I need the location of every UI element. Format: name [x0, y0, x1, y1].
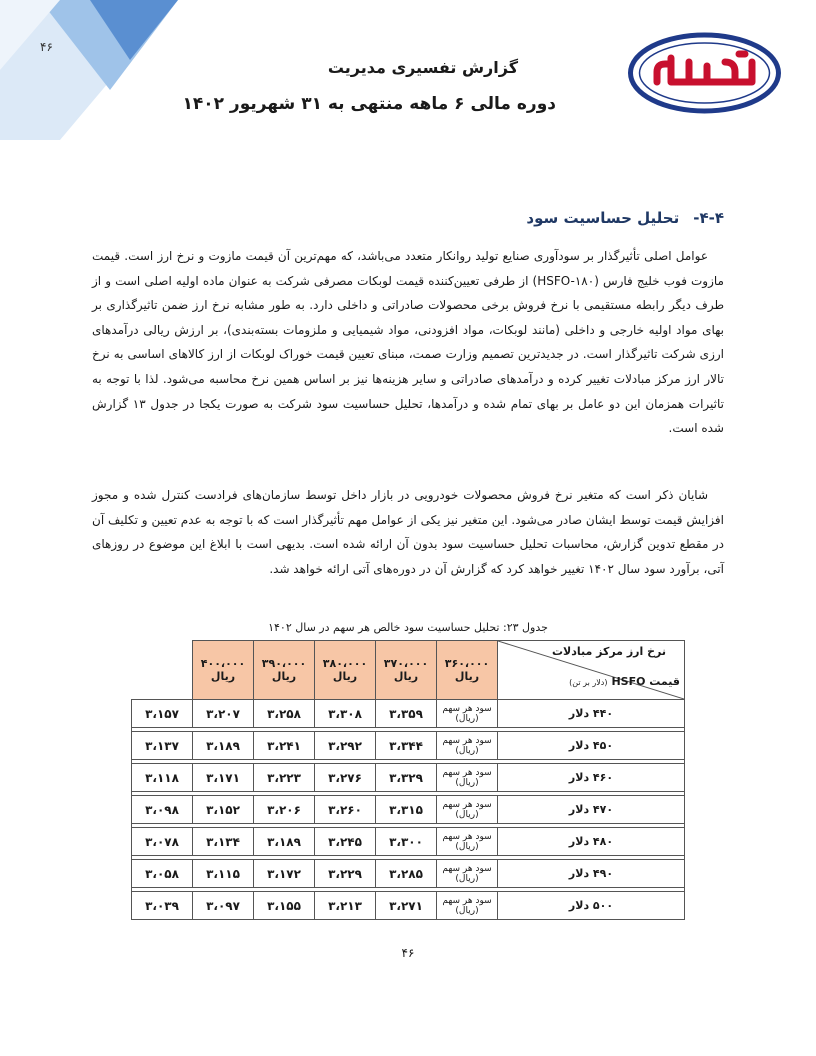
paragraph-2: شایان ذکر است که متغیر نرخ فروش محصولات خودرویی در بازار داخل توسط سازمان‌های فرادست کنترل شده و مجوز افزایش قیمت توسط ایشان صادر می‌شود. این متغیر نیز یکی از عوامل مهم تأثیرگذار است که با توجه به عدم تعیین و تکلیف آن در مقطع تدوین گزارش، محاسبات تحلیل حساسیت سود بدون آن ارائه شده است. بدیهی است با ابلاغ این موضوع در روزهای آتی، برآورد سود سال ۱۴۰۲ تغییر خواهد کرد که گزارش آن در دوره‌های آتی ارائه خواهد شد.	[92, 488, 724, 576]
rate-header: ۳۶۰،۰۰۰ ریال	[437, 641, 498, 700]
page-number-top: ۴۶	[40, 40, 53, 54]
eps-value-cell: ۳،۲۲۹	[315, 860, 376, 888]
eps-value-cell: ۳،۰۷۸	[132, 828, 193, 856]
section-number: ۴-۴-	[693, 209, 724, 227]
hsfo-price-cell: ۴۹۰ دلار	[498, 860, 685, 888]
table-row	[132, 860, 685, 888]
table-row	[132, 700, 685, 728]
eps-value-cell: ۳،۱۳۷	[132, 732, 193, 760]
hsfo-price-cell: ۴۵۰ دلار	[498, 732, 685, 760]
eps-value-cell: ۳،۳۴۴	[376, 732, 437, 760]
eps-value-cell: ۳،۰۳۹	[132, 892, 193, 920]
eps-value-cell: ۳،۱۵۷	[132, 700, 193, 728]
eps-value-cell: ۳،۲۰۷	[193, 700, 254, 728]
eps-label-cell: سود هر سهم (ریال)	[437, 796, 498, 824]
eps-value-cell: ۳،۱۸۹	[254, 828, 315, 856]
report-subtitle: دوره مالی ۶ ماهه منتهی به ۳۱ شهریور ۱۴۰۲	[182, 94, 556, 114]
eps-value-cell: ۳،۲۴۵	[315, 828, 376, 856]
eps-label-cell: سود هر سهم (ریال)	[437, 892, 498, 920]
eps-value-cell: ۳،۳۰۰	[376, 828, 437, 856]
eps-value-cell: ۳،۳۱۵	[376, 796, 437, 824]
eps-value-cell: ۳،۰۹۷	[193, 892, 254, 920]
eps-value-cell: ۳،۲۴۱	[254, 732, 315, 760]
table-row	[132, 892, 685, 920]
section-title: تحلیل حساسیت سود	[526, 209, 680, 227]
eps-value-cell: ۳،۰۹۸	[132, 796, 193, 824]
eps-value-cell: ۳،۱۸۹	[193, 732, 254, 760]
hsfo-price-cell: ۴۴۰ دلار	[498, 700, 685, 728]
eps-label-cell: سود هر سهم (ریال)	[437, 764, 498, 792]
eps-value-cell: ۳،۳۵۹	[376, 700, 437, 728]
hsfo-price-cell: ۴۷۰ دلار	[498, 796, 685, 824]
paragraph-1: عوامل اصلی تأثیرگذار بر سودآوری صنایع تولید روانکار متعدد می‌باشد، که مهم‌ترین آن قیمت مازوت و نرخ ارز است. قیمت مازوت فوب خلیج فارس (HSFO-۱۸۰) از طرفی تعیین‌کننده قیمت لوبکات مصرفی شرکت به عنوان ماده اولیه اصلی است و از طرف دیگر رابطه مستقیمی با نرخ فروش برخی محصولات صادراتی و داخلی دارد. به طور مشابه نرخ ارز ضمن تاثیرگذاری بر بهای مواد اولیه خارجی و داخلی (مانند لوبکات، مواد افزودنی، مواد شیمیایی و ملزومات بسته‌بندی)، بر ارزش ریالی درآمدهای ارزی شرکت تاثیرگذار است. در جدیدترین تصمیم وزارت صمت، مبنای تعیین قیمت خوراک لوبکات از ارز کالاهای اساسی به نرخ تالار ارز مرکز مبادلات تغییر کرده و درآمدهای صادراتی و سایر هزینه‌ها نیز بر اساس همین نرخ محاسبه می‌شود. لذا با توجه به تاثیرات همزمان این دو عامل بر بهای تمام شده و درآمدها، تحلیل حساسیت سود شرکت به صورت یکجا در جدول ۱۳ گزارش شده است.	[92, 249, 724, 436]
eps-value-cell: ۳،۱۵۵	[254, 892, 315, 920]
eps-value-cell: ۳،۱۱۸	[132, 764, 193, 792]
hsfo-price-cell: ۴۸۰ دلار	[498, 828, 685, 856]
table-row	[132, 828, 685, 856]
eps-value-cell: ۳،۲۷۶	[315, 764, 376, 792]
eps-value-cell: ۳،۲۷۱	[376, 892, 437, 920]
eps-label-cell: سود هر سهم (ریال)	[437, 700, 498, 728]
eps-value-cell: ۳،۱۷۱	[193, 764, 254, 792]
hsfo-price-cell: ۴۶۰ دلار	[498, 764, 685, 792]
table-row	[132, 796, 685, 824]
eps-value-cell: ۳،۰۵۸	[132, 860, 193, 888]
rate-header: ۴۰۰،۰۰۰ ریال	[193, 641, 254, 700]
eps-value-cell: ۳،۱۵۲	[193, 796, 254, 824]
eps-label-cell: سود هر سهم (ریال)	[437, 860, 498, 888]
eps-value-cell: ۳،۱۱۵	[193, 860, 254, 888]
table-corner-header	[498, 641, 685, 700]
eps-value-cell: ۳،۱۷۲	[254, 860, 315, 888]
eps-value-cell: ۳،۲۸۵	[376, 860, 437, 888]
corner-top-label: نرخ ارز مرکز مبادلات	[551, 645, 666, 658]
eps-value-cell: ۳،۲۰۶	[254, 796, 315, 824]
table-caption: جدول ۲۳: تحلیل حساسیت سود خالص هر سهم در سال ۱۴۰۲	[268, 621, 548, 634]
corner-bottom-label: قیمت HSFO(دلار بر تن)	[569, 675, 680, 688]
eps-value-cell: ۳،۳۲۹	[376, 764, 437, 792]
page-number-bottom: ۴۶	[401, 946, 415, 960]
section-heading	[526, 209, 724, 227]
table-row	[132, 764, 685, 792]
eps-value-cell: ۳،۲۵۸	[254, 700, 315, 728]
eps-label-cell: سود هر سهم (ریال)	[437, 732, 498, 760]
eps-value-cell: ۳،۲۶۰	[315, 796, 376, 824]
eps-label-cell: سود هر سهم (ریال)	[437, 828, 498, 856]
report-title: گزارش تفسیری مدیریت	[327, 58, 518, 77]
eps-value-cell: ۳،۲۲۳	[254, 764, 315, 792]
sensitivity-table	[131, 640, 685, 920]
eps-value-cell: ۳،۱۳۴	[193, 828, 254, 856]
rate-header: ۳۸۰،۰۰۰ ریال	[315, 641, 376, 700]
eps-value-cell: ۳،۲۹۲	[315, 732, 376, 760]
corner-decoration	[0, 0, 200, 140]
behran-logo	[627, 32, 782, 114]
rate-header: ۳۷۰،۰۰۰ ریال	[376, 641, 437, 700]
eps-value-cell: ۳،۲۱۳	[315, 892, 376, 920]
eps-value-cell: ۳،۳۰۸	[315, 700, 376, 728]
table-row	[132, 732, 685, 760]
hsfo-price-cell: ۵۰۰ دلار	[498, 892, 685, 920]
rate-header: ۳۹۰،۰۰۰ ریال	[254, 641, 315, 700]
